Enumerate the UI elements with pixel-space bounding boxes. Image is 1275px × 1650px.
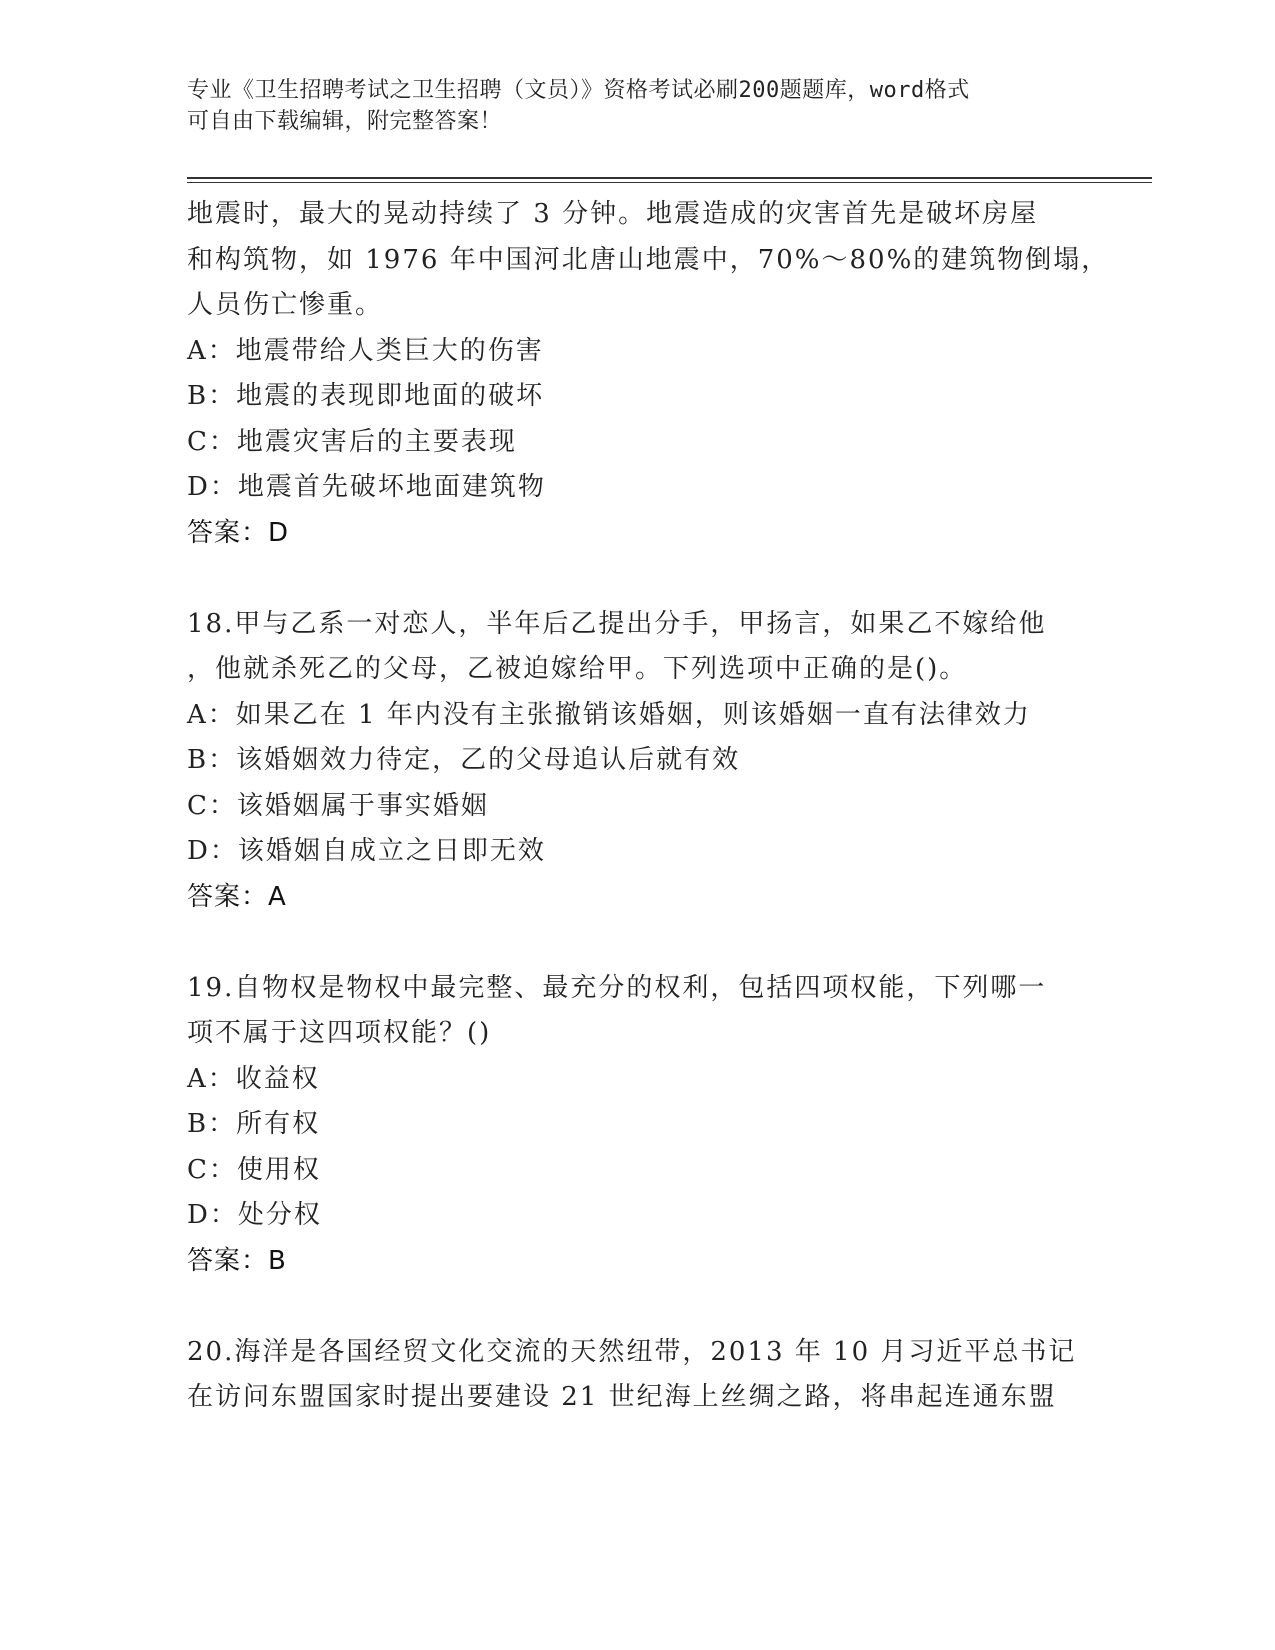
option-d: D：处分权: [187, 1200, 322, 1230]
question-text-line: 和构筑物，如 1976 年中国河北唐山地震中，70%～80%的建筑物倒塌，: [187, 244, 1110, 275]
question-text-line: 20.海洋是各国经贸文化交流的天然纽带，2013 年 10 月习近平总书记: [187, 1336, 1077, 1367]
question-spacer: [187, 556, 1087, 602]
option-c: C：该婚姻属于事实婚姻: [187, 790, 489, 821]
option-d: D：该婚姻自成立之日即无效: [187, 836, 546, 866]
question-18: [187, 602, 1087, 921]
question-spacer: [187, 920, 1087, 966]
question-text-line: 项不属于这四项权能？(): [187, 1018, 492, 1048]
option-b: B：地震的表现即地面的破坏: [187, 381, 545, 411]
question-text-line: 19.自物权是物权中最完整、最充分的权利，包括四项权能，下列哪一: [187, 972, 1047, 1003]
header-line-2: 可自由下载编辑，附完整答案！: [187, 109, 503, 134]
header-divider-thin: [187, 182, 1152, 183]
option-b: B：所有权: [187, 1109, 321, 1139]
document-body: [187, 192, 1110, 1421]
question-19: [187, 966, 1087, 1285]
option-a: A：收益权: [187, 1063, 320, 1094]
question-17: [187, 192, 1110, 556]
option-a: A：地震带给人类巨大的伤害: [187, 335, 544, 366]
answer-line: 答案：D: [187, 517, 290, 548]
option-c: C：使用权: [187, 1154, 321, 1185]
document-header: [187, 75, 1087, 137]
question-text-line: 地震时，最大的晃动持续了 3 分钟。地震造成的灾害首先是破坏房屋: [187, 199, 1039, 229]
question-text-line: 在访问东盟国家时提出要建设 21 世纪海上丝绸之路，将串起连通东盟: [187, 1382, 1057, 1412]
option-a: A：如果乙在 1 年内没有主张撤销该婚姻，则该婚姻一直有法律效力: [187, 699, 1031, 730]
option-b: B：该婚姻效力待定，乙的父母追认后就有效: [187, 745, 741, 775]
answer-line: 答案：A: [187, 881, 287, 912]
header-divider-thick: [187, 177, 1152, 179]
question-spacer: [187, 1284, 1087, 1330]
question-20: [187, 1330, 1087, 1421]
answer-line: 答案：B: [187, 1245, 287, 1276]
question-text-line: 人员伤亡惨重。: [187, 290, 384, 320]
option-c: C：地震灾害后的主要表现: [187, 426, 517, 457]
option-d: D：地震首先破坏地面建筑物: [187, 472, 546, 502]
header-line-1: 专业《卫生招聘考试之卫生招聘（文员）》资格考试必刷200题题库，word格式: [187, 78, 970, 103]
question-text-line: ，他就杀死乙的父母，乙被迫嫁给甲。下列选项中正确的是()。: [187, 654, 968, 684]
question-text-line: 18.甲与乙系一对恋人，半年后乙提出分手，甲扬言，如果乙不嫁给他: [187, 608, 1047, 639]
